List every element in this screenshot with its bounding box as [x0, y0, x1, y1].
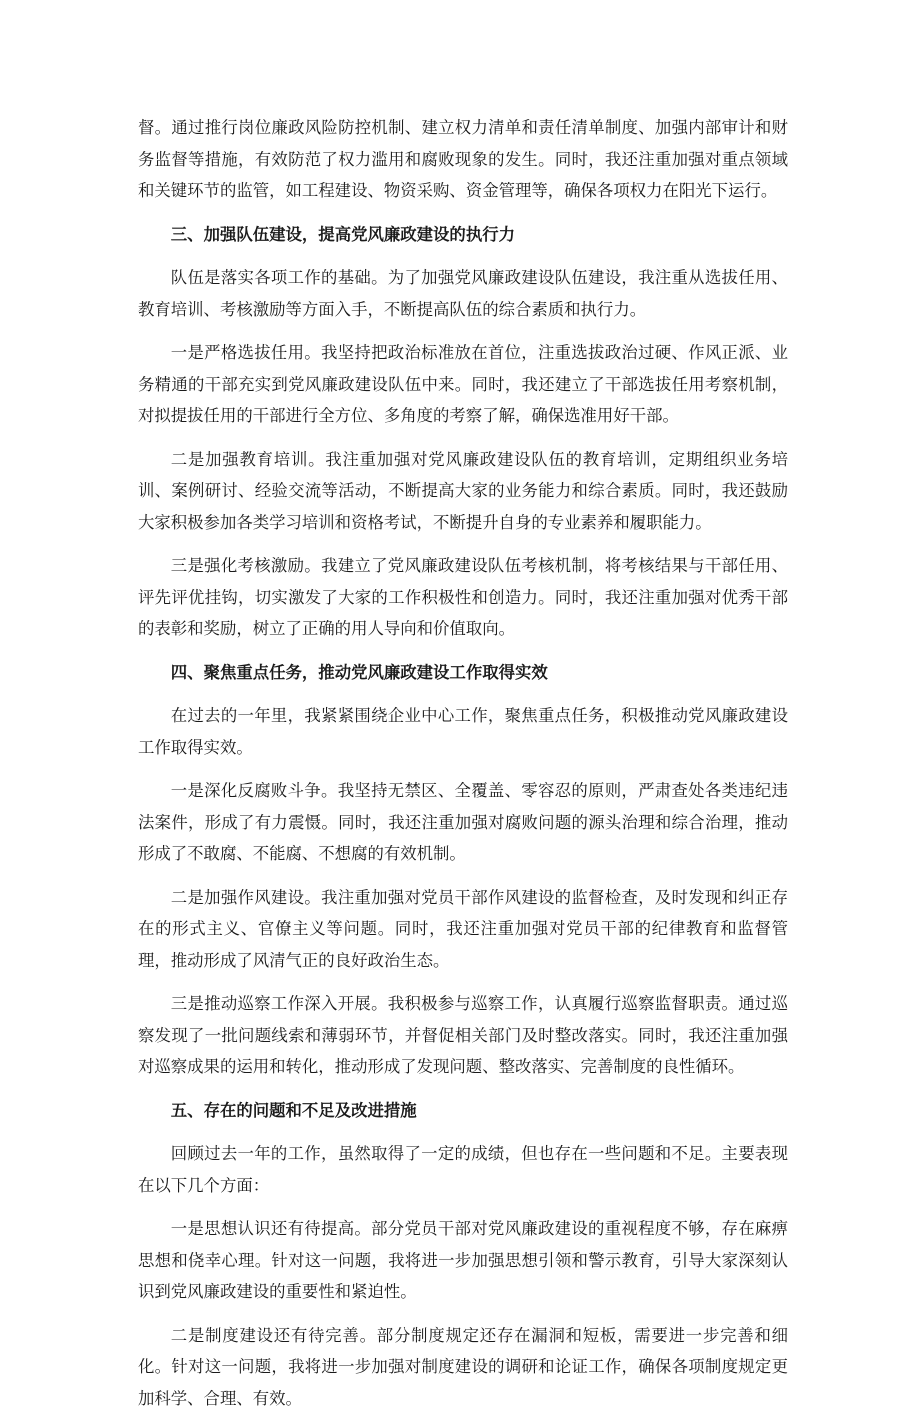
- section-heading-5: 五、存在的问题和不足及改进措施: [170, 1100, 417, 1120]
- paragraph: 在过去的一年里，我紧紧围绕企业中心工作，聚焦重点任务，积极推动党风廉政建设工作取得实效。: [138, 706, 788, 757]
- paragraph: 回顾过去一年的工作，虽然取得了一定的成绩，但也存在一些问题和不足。主要表现在以下几个方面：: [138, 1144, 788, 1195]
- document-page: [138, 112, 788, 1426]
- paragraph-continuation: 督。通过推行岗位廉政风险防控机制、建立权力清单和责任清单制度、加强内部审计和财务监督等措施，有效防范了权力滥用和腐败现象的发生。同时，我还注重加强对重点领域和关键环节的监管，如工程建设、物资采购、资金管理等，确保各项权力在阳光下运行。: [138, 118, 788, 200]
- paragraph: 队伍是落实各项工作的基础。为了加强党风廉政建设队伍建设，我注重从选拔任用、教育培训、考核激励等方面入手，不断提高队伍的综合素质和执行力。: [138, 268, 788, 319]
- paragraph: 三是强化考核激励。我建立了党风廉政建设队伍考核机制，将考核结果与干部任用、评先评优挂钩，切实激发了大家的工作积极性和创造力。同时，我还注重加强对优秀干部的表彰和奖励，树立了正确的用人导向和价值取向。: [138, 556, 788, 638]
- paragraph: 三是推动巡察工作深入开展。我积极参与巡察工作，认真履行巡察监督职责。通过巡察发现了一批问题线索和薄弱环节，并督促相关部门及时整改落实。同时，我还注重加强对巡察成果的运用和转化，推动形成了发现问题、整改落实、完善制度的良性循环。: [138, 994, 788, 1076]
- paragraph: 一是深化反腐败斗争。我坚持无禁区、全覆盖、零容忍的原则，严肃查处各类违纪违法案件，形成了有力震慑。同时，我还注重加强对腐败问题的源头治理和综合治理，推动形成了不敢腐、不能腐、不想腐的有效机制。: [138, 781, 788, 863]
- section-heading-3: 三、加强队伍建设，提高党风廉政建设的执行力: [170, 224, 515, 244]
- paragraph: 二是加强教育培训。我注重加强对党风廉政建设队伍的教育培训，定期组织业务培训、案例研讨、经验交流等活动，不断提高大家的业务能力和综合素质。同时，我还鼓励大家积极参加各类学习培训和资格考试，不断提升自身的专业素养和履职能力。: [138, 449, 788, 532]
- paragraph: 二是加强作风建设。我注重加强对党员干部作风建设的监督检查，及时发现和纠正存在的形式主义、官僚主义等问题。同时，我还注重加强对党员干部的纪律教育和监督管理，推动形成了风清气正的良好政治生态。: [138, 887, 788, 970]
- section-heading-4: 四、聚焦重点任务，推动党风廉政建设工作取得实效: [170, 662, 548, 682]
- paragraph: 一是严格选拔任用。我坚持把政治标准放在首位，注重选拔政治过硬、作风正派、业务精通的干部充实到党风廉政建设队伍中来。同时，我还建立了干部选拔任用考察机制，对拟提拔任用的干部进行全方位、多角度的考察了解，确保选准用好干部。: [138, 343, 788, 425]
- paragraph: 二是制度建设还有待完善。部分制度规定还存在漏洞和短板，需要进一步完善和细化。针对这一问题，我将进一步加强对制度建设的调研和论证工作，确保各项制度规定更加科学、合理、有效。: [138, 1325, 788, 1408]
- paragraph: 一是思想认识还有待提高。部分党员干部对党风廉政建设的重视程度不够，存在麻痹思想和侥幸心理。针对这一问题，我将进一步加强思想引领和警示教育，引导大家深刻认识到党风廉政建设的重要性和紧迫性。: [138, 1219, 788, 1301]
